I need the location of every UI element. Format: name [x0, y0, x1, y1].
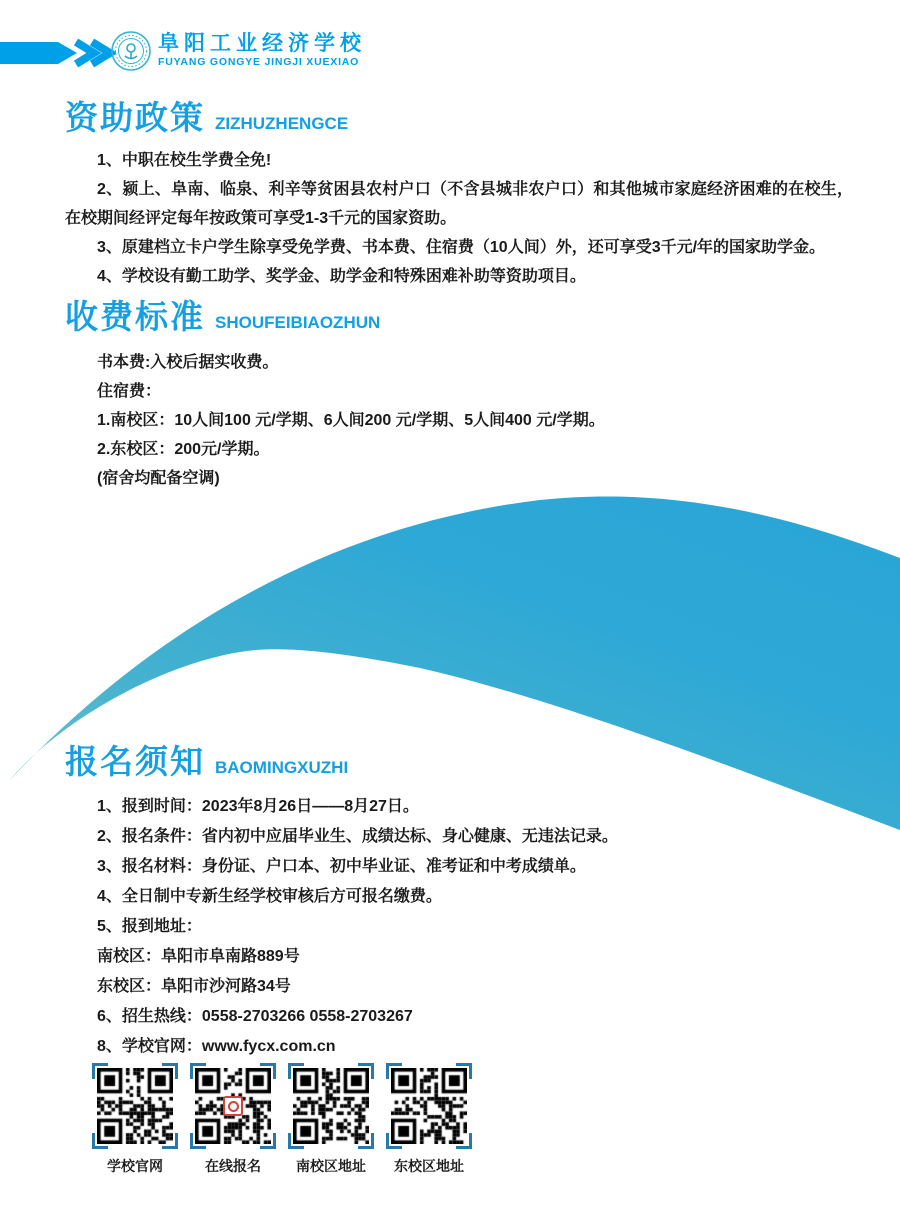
qr-corner-icon	[456, 1063, 472, 1079]
school-name-en: FUYANG GONGYE JINGJI XUEXIAO	[158, 56, 360, 68]
qr-item-online-signup	[190, 1063, 276, 1176]
qr-corner-icon	[260, 1063, 276, 1079]
qr-corner-icon	[260, 1133, 276, 1149]
qr-label: 学校官网	[107, 1158, 163, 1174]
signup-section-body	[65, 792, 853, 1062]
qr-item-south-campus	[288, 1063, 374, 1176]
fees-section-body	[65, 348, 853, 493]
signup-item: 东校区：阜阳市沙河路34号	[97, 978, 291, 995]
qr-center-logo-icon	[223, 1096, 243, 1116]
qr-corner-icon	[162, 1133, 178, 1149]
funding-item: 4、学校设有勤工助学、奖学金、助学金和特殊困难补助等资助项目。	[97, 268, 586, 285]
qr-label: 南校区地址	[296, 1158, 366, 1174]
fees-line: 2.东校区：200元/学期。	[97, 441, 270, 458]
fees-line: 书本费:入校后据实收费。	[97, 354, 279, 371]
signup-item: 6、招生热线：0558-2703266 0558-2703267	[97, 1008, 413, 1025]
funding-section-body	[65, 146, 853, 291]
signup-item: 3、报名材料：身份证、户口本、初中毕业证、准考证和中考成绩单。	[97, 858, 586, 875]
fees-section-title	[65, 299, 380, 335]
signup-section-title	[65, 744, 348, 780]
qr-corner-icon	[386, 1063, 402, 1079]
school-logo-icon	[110, 30, 152, 72]
signup-item: 1、报到时间：2023年8月26日——8月27日。	[97, 798, 419, 815]
qr-corner-icon	[358, 1133, 374, 1149]
qr-code-south-campus	[288, 1063, 374, 1149]
signup-item: 8、学校官网：www.fycx.com.cn	[97, 1038, 336, 1055]
qr-code-online-signup	[190, 1063, 276, 1149]
qr-corner-icon	[288, 1133, 304, 1149]
signup-item: 4、全日制中专新生经学校审核后方可报名缴费。	[97, 888, 442, 905]
fees-line: (宿舍均配备空调)	[97, 470, 220, 487]
funding-title-pinyin: ZIZHUZHENGCE	[215, 114, 349, 133]
fees-title-zh: 收费标准	[65, 298, 205, 335]
qr-corner-icon	[92, 1063, 108, 1079]
header-arrow-banner-icon	[0, 38, 116, 68]
signup-title-pinyin: BAOMINGXUZHI	[215, 758, 349, 777]
qr-code-school-site	[92, 1063, 178, 1149]
qr-corner-icon	[288, 1063, 304, 1079]
header	[0, 28, 900, 74]
fees-title-pinyin: SHOUFEIBIAOZHUN	[215, 313, 381, 332]
funding-item: 1、中职在校生学费全免!	[97, 152, 272, 169]
qr-corner-icon	[386, 1133, 402, 1149]
funding-section-title	[65, 100, 348, 136]
qr-corner-icon	[190, 1063, 206, 1079]
signup-item: 5、报到地址：	[97, 918, 202, 935]
fees-line: 住宿费：	[97, 383, 162, 400]
fees-line: 1.南校区：10人间100 元/学期、6人间200 元/学期、5人间400 元/学期。	[97, 412, 605, 429]
qr-corner-icon	[190, 1133, 206, 1149]
qr-item-east-campus	[386, 1063, 472, 1176]
signup-title-zh: 报名须知	[65, 743, 205, 780]
funding-item: 3、原建档立卡户学生除享受免学费、书本费、住宿费（10人间）外，还可享受3千元/年的国家助学金。	[97, 239, 826, 256]
funding-item: 2、颍上、阜南、临泉、利辛等贫困县农村户口（不含县城非农户口）和其他城市家庭经济困难的在校生，在校期间经评定每年按政策可享受1-3千元的国家资助。	[65, 181, 853, 227]
qr-corner-icon	[456, 1133, 472, 1149]
signup-item: 2、报名条件：省内初中应届毕业生、成绩达标、身心健康、无违法记录。	[97, 828, 618, 845]
school-name: 阜阳工业经济学校	[158, 32, 366, 55]
qr-label: 东校区地址	[394, 1158, 464, 1174]
qr-label: 在线报名	[205, 1158, 261, 1174]
qr-corner-icon	[358, 1063, 374, 1079]
signup-item: 南校区：阜阳市阜南路889号	[97, 948, 300, 965]
qr-corner-icon	[162, 1063, 178, 1079]
qr-code-east-campus	[386, 1063, 472, 1149]
funding-title-zh: 资助政策	[65, 99, 205, 136]
qr-item-school-site	[92, 1063, 178, 1176]
qr-corner-icon	[92, 1133, 108, 1149]
qr-code-row	[92, 1063, 472, 1176]
